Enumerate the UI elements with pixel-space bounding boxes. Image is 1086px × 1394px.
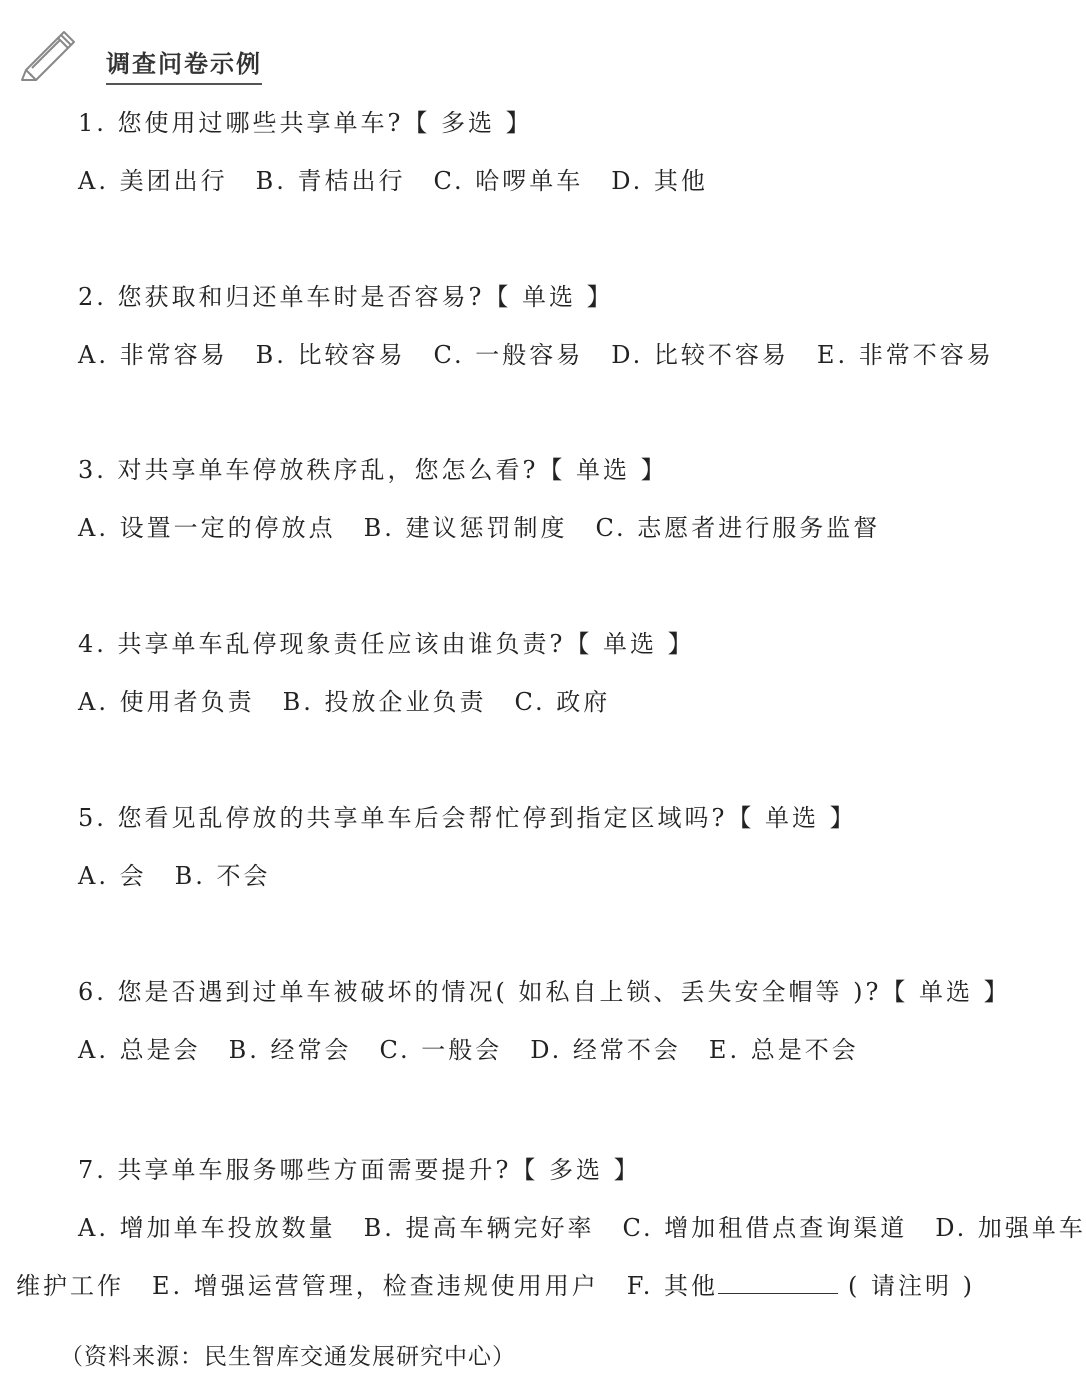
option: E. 非常不容易 (816, 341, 994, 369)
option: F. 其他 (626, 1272, 718, 1300)
option: D. 其他 (611, 167, 708, 195)
option: A. 增加单车投放数量 (78, 1214, 336, 1242)
page-title: 调查问卷示例 (106, 44, 262, 85)
option: B. 经常会 (228, 1036, 352, 1064)
question-4-options (78, 687, 610, 717)
option: A. 总是会 (78, 1036, 201, 1064)
option: C. 哈啰单车 (433, 167, 584, 195)
fill-in-blank[interactable] (718, 1271, 838, 1294)
option: C. 政府 (514, 688, 611, 716)
question-7-options-line-2 (16, 1271, 975, 1301)
option: D. 经常不会 (530, 1036, 681, 1064)
section-header (18, 24, 418, 84)
fill-note: ( 请注明 ) (847, 1272, 975, 1300)
question-1-prompt: 1. 您使用过哪些共享单车?【 多选 】 (78, 109, 533, 137)
question-6-options (78, 1035, 859, 1065)
option: C. 一般容易 (433, 341, 584, 369)
option: E. 总是不会 (708, 1036, 859, 1064)
option: D. 比较不容易 (611, 341, 789, 369)
option: C. 一般会 (379, 1036, 503, 1064)
question-7-prompt: 7. 共享单车服务哪些方面需要提升?【 多选 】 (78, 1156, 641, 1184)
question-5-prompt: 5. 您看见乱停放的共享单车后会帮忙停到指定区域吗?【 单选 】 (78, 804, 857, 832)
source-note: （资料来源：民生智库交通发展研究中心） (60, 1344, 516, 1370)
option: A. 美团出行 (78, 167, 228, 195)
question-3-prompt: 3. 对共享单车停放秩序乱，您怎么看?【 单选 】 (78, 456, 668, 484)
option: B. 提高车辆完好率 (363, 1214, 595, 1242)
question-5-options (78, 861, 271, 891)
option: A. 非常容易 (78, 341, 228, 369)
option: C. 志愿者进行服务监督 (595, 514, 881, 542)
question-6-prompt: 6. 您是否遇到过单车被破坏的情况( 如私自上锁、丢失安全帽等 )?【 单选 】 (78, 978, 1011, 1006)
option: B. 不会 (174, 862, 271, 890)
question-2-prompt: 2. 您获取和归还单车时是否容易?【 单选 】 (78, 283, 614, 311)
question-7-options-line-1 (78, 1213, 1086, 1243)
pencil-icon (18, 24, 80, 82)
option: A. 使用者负责 (78, 688, 255, 716)
option: E. 增强运营管理，检查违规使用用户 (152, 1272, 599, 1300)
option: A. 设置一定的停放点 (78, 514, 336, 542)
question-4-prompt: 4. 共享单车乱停现象责任应该由谁负责?【 单选 】 (78, 630, 695, 658)
option: A. 会 (78, 862, 147, 890)
option: B. 比较容易 (255, 341, 406, 369)
option: C. 增加租借点查询渠道 (622, 1214, 908, 1242)
option: B. 建议惩罚制度 (363, 514, 568, 542)
option: 维护工作 (16, 1272, 124, 1300)
option: B. 投放企业负责 (282, 688, 487, 716)
question-2-options (78, 340, 994, 370)
question-1-options (78, 166, 708, 196)
option: B. 青桔出行 (255, 167, 406, 195)
question-3-options (78, 513, 880, 543)
option: D. 加强单车 (935, 1214, 1086, 1242)
